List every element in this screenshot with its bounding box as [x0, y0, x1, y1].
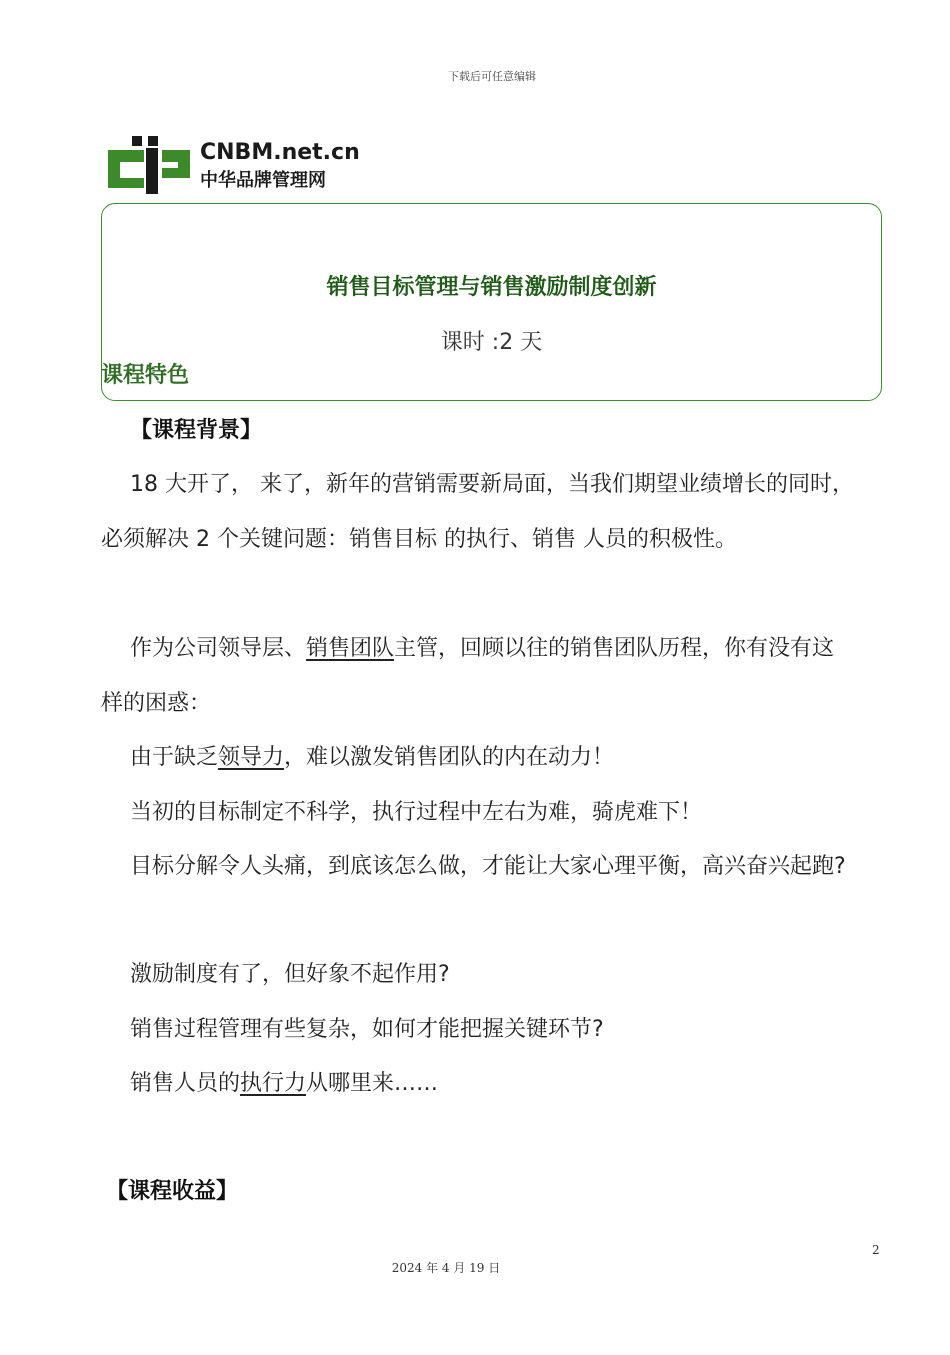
q1-text-b: ，难以激发销售团队的内在动力！ — [284, 745, 615, 770]
q6-text-b: 从哪里来…… — [306, 1071, 439, 1096]
p2-text-a: 作为公司领导层、 — [130, 636, 307, 661]
sales-team-link[interactable]: 销售团队 — [306, 636, 395, 661]
page-number: 2 — [872, 1243, 880, 1257]
background-paragraph-1-line-2: 必须解决 2 个关键问题：销售目标 的执行、销售 人员的积极性。 — [101, 527, 737, 552]
footer-date: 2024 年 4 月 19 日 — [391, 1261, 501, 1275]
course-features-label: 课程特色 — [101, 363, 190, 388]
question-6 — [130, 1066, 438, 1097]
course-hours: 课时 :2 天 — [440, 330, 543, 355]
q6-text-a: 销售人员的 — [130, 1071, 241, 1096]
course-title-box — [101, 203, 882, 401]
question-2: 当初的目标制定不科学，执行过程中左右为难，骑虎难下！ — [130, 800, 703, 825]
execution-link[interactable]: 执行力 — [240, 1071, 307, 1096]
background-paragraph-1-line-1: 18 大开了， 来了，新年的营销需要新局面，当我们期望业绩增长的同时， — [130, 472, 854, 497]
background-paragraph-2-line-1 — [130, 631, 834, 662]
q1-text-a: 由于缺乏 — [130, 745, 219, 770]
logo-name-cn: 中华品牌管理网 — [200, 170, 326, 191]
background-paragraph-2-line-2: 样的困惑： — [101, 691, 212, 716]
background-heading: 【课程背景】 — [130, 418, 263, 443]
course-title: 销售目标管理与销售激励制度创新 — [326, 275, 657, 300]
brand-logo — [108, 136, 378, 196]
logo-mark-icon — [108, 136, 192, 194]
p2-text-b: 主管，回顾以往的销售团队历程，你有没有这 — [394, 636, 835, 661]
leadership-link[interactable]: 领导力 — [218, 745, 285, 770]
question-5: 销售过程管理有些复杂，如何才能把握关键环节? — [130, 1017, 604, 1042]
question-4: 激励制度有了，但好象不起作用? — [130, 962, 450, 987]
question-3: 目标分解令人头痛，到底该怎么做，才能让大家心理平衡，高兴奋兴起跑? — [130, 854, 846, 879]
header-note: 下载后可任意编辑 — [448, 70, 536, 83]
question-1 — [130, 740, 614, 771]
benefits-heading: 【课程收益】 — [106, 1179, 239, 1204]
logo-name-en: CNBM.net.cn — [200, 140, 360, 165]
